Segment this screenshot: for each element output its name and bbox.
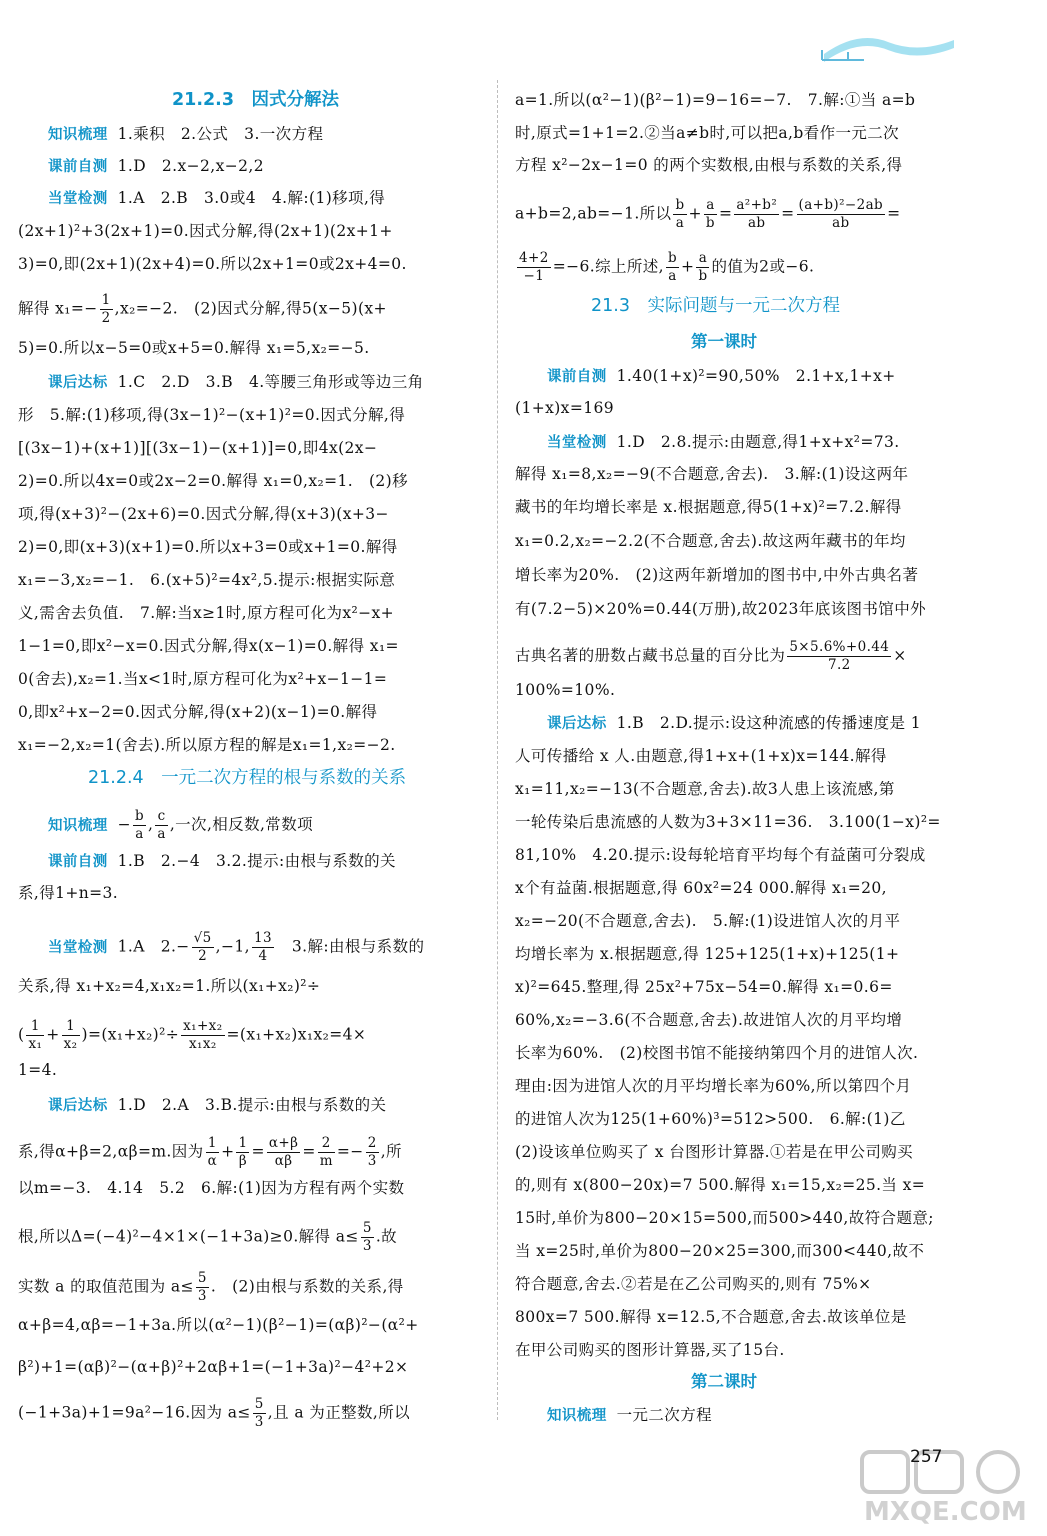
fraction: $\frac{b}{a}$	[135, 808, 145, 842]
header-decoration	[818, 20, 958, 72]
fraction: $\frac{b}{a}$	[668, 250, 678, 284]
section-title: 21.2.3 因式分解法	[172, 90, 340, 110]
answer-line: 时,原式=1+1=2.②当a≠b时,可以把a,b看作一元二次	[515, 124, 900, 142]
answer-line: 人可传播给 x 人.由题意,得1+x+(1+x)x=144.解得	[515, 747, 887, 765]
answer-line: 长率为60%. (2)校图书馆不能接纳第四个月的进馆人次.	[515, 1044, 919, 1062]
answer-line: x个有益菌.根据题意,得 60x²=24 000.解得 x₁=20,	[515, 879, 887, 897]
answer-line: 在甲公司购买的图形计算器,买了15台.	[515, 1341, 785, 1359]
answer-line: 的进馆人次为125(1+60%)³=512>500. 6.解:(1)乙	[515, 1110, 906, 1128]
answer-line: 有(7.2−5)×20%=0.44(万册),故2023年底该图书馆中外	[515, 600, 926, 618]
answer-text: 1.B 2.−4 3.2.提示:由根与系数的关	[117, 852, 396, 870]
answer-text: 1.A 2.B 3.0或4 4.解:(1)移项,得	[117, 189, 386, 207]
answer-line: 81,10% 4.20.提示:设每轮培育平均每个有益菌可分裂成	[515, 846, 926, 864]
answer-text: 1.D 2.A 3.B.提示:由根与系数的关	[117, 1096, 387, 1114]
answer-line: 项,得(x+3)²−(2x+6)=0.因式分解,得(x+3)(x+3−	[18, 505, 389, 523]
fraction: $\frac{\text{(a+b)²−2ab}}{ab}$	[798, 197, 884, 231]
answer-line: ( $\frac{1}{\text{x₁}}$ + $\frac{1}{\text{x₂}}$ )=(x₁+x₂)²÷ $\frac{\text{x₁+x₂}}{\text{x₁x₂}}$ =(x₁+x₂)x₁x₂=4×	[18, 1018, 367, 1052]
answer-line: 增长率为20%. (2)这两年新增加的图书中,中外古典名著	[515, 566, 919, 584]
answer-text: ,一次,相反数,常数项	[169, 815, 314, 834]
answer-text: 1.B 2.D.提示:设这种流感的传播速度是 1	[616, 714, 921, 732]
section-tag: 知识梳理	[547, 1408, 607, 1424]
section-tag: 当堂检测	[48, 939, 108, 956]
answer-line: x₁=11,x₂=−13(不合题意,舍去).故3人患上该流感,第	[515, 780, 895, 798]
fraction: $\frac{2}{3}$	[367, 1135, 377, 1169]
answer-line: 2)=0.所以4x=0或2x−2=0.解得 x₁=0,x₂=1. (2)移	[18, 472, 409, 490]
watermark-text: MXQE.COM	[864, 1497, 1027, 1527]
answer-line: 古典名著的册数占藏书总量的百分比为 $\frac{5\times 5.6\%+0.44}{7.2}$ ×	[515, 639, 907, 673]
answer-line: (−1+3a)+1=9a²−16.因为 a≤ $\frac{5}{3}$ ,且 a 为正整数,所以	[18, 1396, 411, 1430]
answer-line: 的,则有 x(800−20x)=7 500.解得 x₁=15,x₂=25.当 x=	[515, 1176, 926, 1194]
fraction: $\frac{√5}{2}$	[193, 930, 212, 964]
answer-line: β²)+1=(αβ)²−(α+β)²+2αβ+1=(−1+3a)²−4²+2×	[18, 1358, 409, 1376]
fraction: $\frac{2}{m}$	[319, 1135, 333, 1169]
answer-line: a=1.所以(α²−1)(β²−1)=9−16=−7. 7.解:①当 a=b	[515, 91, 916, 109]
answer-line: [(3x−1)+(x+1)][(3x−1)−(x+1)]=0,即4x(2x−	[18, 439, 378, 457]
subsection-title: 第二课时	[691, 1372, 757, 1391]
answer-text: 1.D 2.x−2,x−2,2	[117, 157, 265, 175]
subsection-title: 第一课时	[691, 332, 757, 351]
answer-line	[48, 851, 396, 872]
answer-line	[48, 188, 385, 209]
answer-text: 1.D 2.8.提示:由题意,得1+x+x²=73.	[616, 433, 900, 451]
answer-line	[547, 1405, 712, 1426]
fraction: $\frac{b}{a}$	[675, 197, 685, 231]
answer-line: x₁=−3,x₂=−1. 6.(x+5)²=4x²,5.提示:根据实际意	[18, 571, 396, 589]
answer-line	[48, 124, 323, 145]
section-tag: 课前自测	[547, 369, 607, 385]
answer-line	[547, 713, 921, 734]
fraction: $\frac{\text{x₁+x₂}}{\text{x₁x₂}}$	[183, 1018, 223, 1052]
answer-line: a+b=2,ab=−1.所以 $\frac{b}{a}$ + $\frac{a}{b}$ = $\frac{\text{a²+b²}}{ab}$ = $\frac{\text{(a+b)²−2ab}}{ab}$ =	[515, 197, 901, 231]
answer-line: x₁=0.2,x₂=−2.2(不合题意,舍去).故这两年藏书的年均	[515, 532, 906, 550]
fraction: $\frac{5\times 5.6\%+0.44}{7.2}$	[789, 639, 890, 673]
answer-line: 0(舍去),x₂=1.当x<1时,原方程可化为x²+x−1−1=	[18, 670, 388, 688]
fraction: $\frac{1}{\text{x₂}}$	[63, 1018, 78, 1052]
fraction: $\frac{c}{a}$	[157, 808, 166, 842]
section-tag: 课后达标	[48, 375, 108, 391]
answer-line: x₂=−20(不合题意,舍去). 5.解:(1)设进馆人次的月平	[515, 912, 901, 930]
answer-line: 解得 x₁=8,x₂=−9(不合题意,舍去). 3.解:(1)设这两年	[515, 465, 909, 483]
answer-line: 以m=−3. 4.14 5.2 6.解:(1)因为方程有两个实数	[18, 1179, 405, 1197]
section-tag: 当堂检测	[48, 191, 108, 207]
answer-line	[547, 432, 900, 453]
section-title: 21.2.4 一元二次方程的根与系数的关系	[88, 768, 407, 788]
answer-text: 解得 x₁=−	[18, 299, 98, 318]
answer-line: 3)=0,即(2x+1)(2x+4)=0.所以2x+1=0或2x+4=0.	[18, 255, 407, 273]
answer-line: 15时,单价为800−20×15=500,而500>440,故符合题意;	[515, 1209, 934, 1227]
answer-line: 实数 a 的取值范围为 a≤ $\frac{5}{3}$ . (2)由根与系数的关系,得	[18, 1270, 404, 1304]
answer-line: 60%,x₂=−3.6(不合题意,舍去).故进馆人次的月平均增	[515, 1011, 903, 1029]
fraction: $\frac{1}{\alpha}$	[207, 1135, 218, 1169]
answer-line: 藏书的年均增长率是 x.根据题意,得5(1+x)²=7.2.解得	[515, 498, 902, 516]
answer-line: 均增长率为 x.根据题意,得 125+125(1+x)+125(1+	[515, 945, 900, 963]
section-tag: 课前自测	[48, 159, 108, 175]
answer-text: 1.40(1+x)²=90,50% 2.1+x,1+x+	[616, 367, 896, 385]
answer-line: 理由:因为进馆人次的月平均增长率为60%,所以第四个月	[515, 1077, 912, 1095]
answer-line: 1=4.	[18, 1061, 58, 1079]
answer-line	[48, 156, 264, 177]
section-tag: 当堂检测	[547, 435, 607, 451]
answer-line: 当 x=25时,单价为800−20×25=300,而300<440,故不	[515, 1242, 925, 1260]
answer-line: 一轮传染后患流感的人数为3+3×11=36. 3.100(1−x)²=	[515, 813, 941, 831]
fraction: $\frac{4+2}{-1}$	[519, 250, 549, 284]
answer-line: 知识梳理 − $\frac{b}{a}$ , $\frac{c}{a}$ ,一次,相反数,常数项	[48, 808, 314, 842]
answer-line: 800x=7 500.解得 x=12.5,不合题意,舍去.故该单位是	[515, 1308, 907, 1326]
answer-line: 0,即x²+x−2=0.因式分解,得(x+2)(x−1)=0.解得	[18, 703, 378, 721]
answer-line: 符合题意,舍去.②若是在乙公司购买的,则有 75%×	[515, 1275, 872, 1293]
answer-line: 义,需舍去负值. 7.解:当x≥1时,原方程可化为x²−x+	[18, 604, 395, 622]
answer-line: (2)设该单位购买了 x 台图形计算器.①若是在甲公司购买	[515, 1143, 914, 1161]
answer-text: 1.C 2.D 3.B 4.等腰三角形或等边三角	[117, 373, 424, 391]
answer-line: x)²=645.整理,得 25x²+75x−54=0.解得 x₁=0.6=	[515, 978, 893, 996]
answer-line: 100%=10%.	[515, 681, 616, 699]
section-tag: 课后达标	[48, 1098, 108, 1114]
answer-line: 形 5.解:(1)移项,得(3x−1)²−(x+1)²=0.因式分解,得	[18, 406, 406, 424]
answer-text: 一元二次方程	[616, 1406, 713, 1424]
answer-line: 5)=0.所以x−5=0或x+5=0.解得 x₁=5,x₂=−5.	[18, 339, 370, 357]
answer-line	[547, 366, 896, 387]
answer-line: 系,得1+n=3.	[18, 884, 119, 902]
answer-line: 2)=0,即(x+3)(x+1)=0.所以x+3=0或x+1=0.解得	[18, 538, 398, 556]
answer-line: 关系,得 x₁+x₂=4,x₁x₂=1.所以(x₁+x₂)²÷	[18, 977, 321, 995]
answer-line: (2x+1)²+3(2x+1)=0.因式分解,得(2x+1)(2x+1+	[18, 222, 393, 240]
fraction: $\frac{13}{4}$	[253, 930, 272, 964]
fraction: $\frac{1}{\text{x₁}}$	[28, 1018, 43, 1052]
page-number: 257	[910, 1447, 943, 1467]
section-tag: 知识梳理	[48, 127, 108, 143]
section-title: 21.3 实际问题与一元二次方程	[591, 296, 840, 316]
answer-line	[48, 1095, 386, 1116]
fraction: $\frac{\alpha+\beta}{\alpha\beta}$	[268, 1135, 299, 1169]
answer-line	[48, 372, 424, 393]
answer-line: (1+x)x=169	[515, 399, 614, 417]
section-tag: 知识梳理	[48, 817, 108, 834]
section-tag: 课前自测	[48, 854, 108, 870]
answer-line: 当堂检测 1.A 2.− $\frac{√5}{2}$ ,−1, $\frac{13}{4}$ 3.解:由根与系数的	[48, 930, 425, 964]
fraction: $\frac{5}{3}$	[254, 1396, 264, 1430]
answer-line: 系,得α+β=2,αβ=m.因为 $\frac{1}{\alpha}$ + $\frac{1}{\beta}$ = $\frac{\alpha+\beta}{\alpha\beta}$ = $\frac{2}{m}$ =− $\frac{2}{3}$ ,所	[18, 1135, 402, 1169]
answer-line: 1−1=0,即x²−x=0.因式分解,得x(x−1)=0.解得 x₁=	[18, 637, 399, 655]
answer-text: 1.乘积 2.公式 3.一次方程	[117, 125, 324, 143]
answer-line: α+β=4,αβ=−1+3a.所以(α²−1)(β²−1)=(αβ)²−(α²+	[18, 1316, 419, 1334]
fraction: $\frac{\text{a²+b²}}{ab}$	[736, 197, 778, 231]
fraction: $\frac{1}{\beta}$	[238, 1135, 248, 1169]
column-divider	[497, 80, 498, 1420]
fraction: $\frac{a}{b}$	[705, 197, 715, 231]
answer-line: $\frac{4+2}{-1}$ =−6.综上所述, $\frac{b}{a}$ + $\frac{a}{b}$ 的值为2或−6.	[519, 250, 815, 284]
fraction: $\frac{1}{2}$	[101, 292, 111, 326]
fraction: $\frac{a}{b}$	[698, 250, 708, 284]
answer-line: 根,所以Δ=(−4)²−4×1×(−1+3a)≥0.解得 a≤ $\frac{5}{3}$ .故	[18, 1220, 398, 1254]
answer-text: ,x₂=−2. (2)因式分解,得5(x−5)(x+	[114, 299, 387, 318]
fraction: $\frac{5}{3}$	[362, 1220, 372, 1254]
section-tag: 课后达标	[547, 716, 607, 732]
answer-line	[18, 292, 387, 327]
fraction: $\frac{5}{3}$	[197, 1270, 207, 1304]
answer-line: 方程 x²−2x−1=0 的两个实数根,由根与系数的关系,得	[515, 156, 903, 174]
answer-line: x₁=−2,x₂=1(舍去).所以原方程的解是x₁=1,x₂=−2.	[18, 736, 396, 754]
